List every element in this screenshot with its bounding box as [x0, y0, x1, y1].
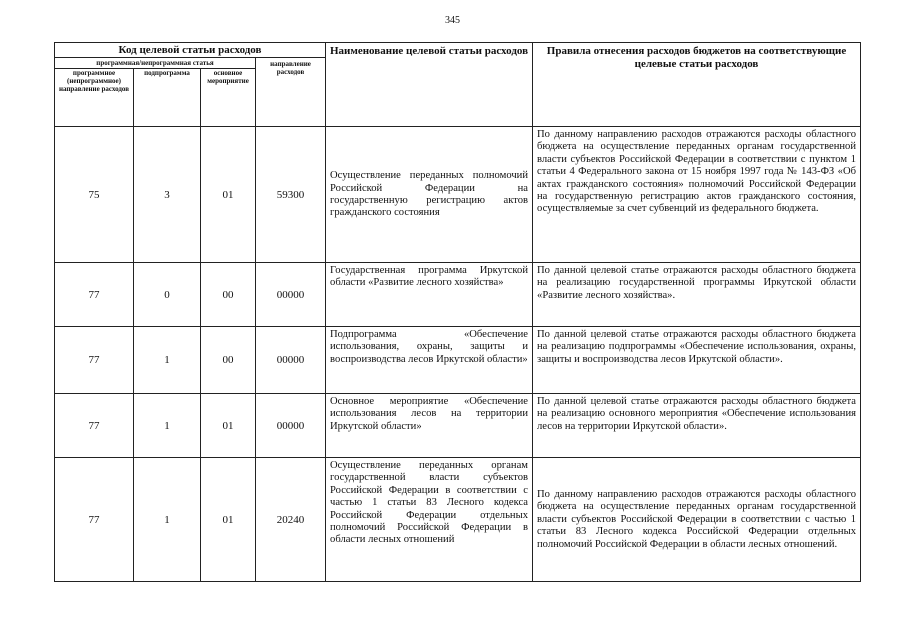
direction-code: 20240	[256, 458, 326, 582]
program-code: 77	[55, 394, 134, 458]
event-code: 00	[201, 327, 256, 394]
item-rule: По данной целевой статье отражаются расходы областного бюджета на реализацию основного мероприятия «Обеспечение использования лесов на территории Иркутской области».	[533, 394, 861, 458]
table-row	[55, 127, 861, 263]
direction-code: 00000	[256, 394, 326, 458]
program-group-header: программная/непрограммная статья	[55, 58, 256, 69]
table-row	[55, 394, 861, 458]
expense-direction-header: направление расходов	[256, 58, 326, 127]
subprogram-code: 1	[134, 394, 201, 458]
table-row	[55, 263, 861, 327]
subprogram-code: 0	[134, 263, 201, 327]
event-code: 01	[201, 127, 256, 263]
program-code: 75	[55, 127, 134, 263]
direction-code: 00000	[256, 263, 326, 327]
item-name: Осуществление переданных полномочий Российской Федерации на государственную регистрацию актов гражданского состояния	[326, 127, 533, 263]
item-rule: По данному направлению расходов отражаются расходы областного бюджета на осуществление переданных органам государственной власти субъектов Российской Федерации в соответствии с частью 1 статьи 83 Лесного кодекса Российской Федерации отдельных полномочий Российской Федерации в области лесных отношений.	[533, 458, 861, 582]
page-number: 345	[445, 15, 460, 26]
item-name: Государственная программа Иркутской области «Развитие лесного хозяйства»	[326, 263, 533, 327]
subprogram-code: 1	[134, 458, 201, 582]
item-rule: По данной целевой статье отражаются расходы областного бюджета на реализацию подпрограммы «Обеспечение использования, охраны, защиты и воспроизводства лесов Иркутской области».	[533, 327, 861, 394]
subprogram-code: 3	[134, 127, 201, 263]
name-header: Наименование целевой статьи расходов	[326, 43, 533, 127]
item-rule: По данной целевой статье отражаются расходы областного бюджета на реализацию государственной программы Иркутской области «Развитие лесного хозяйства».	[533, 263, 861, 327]
item-name: Осуществление переданных органам государственной власти субъектов Российской Федерации в соответствии с частью 1 статьи 83 Лесного кодекса Российской Федерации отдельных полномочий Российской Федерации в области лесных отношений	[326, 458, 533, 582]
event-code: 01	[201, 458, 256, 582]
rules-header: Правила отнесения расходов бюджетов на соответствующие целевые статьи расходов	[533, 43, 861, 127]
event-code: 01	[201, 394, 256, 458]
subprogram-header: подпрограмма	[134, 69, 201, 127]
item-rule: По данному направлению расходов отражаются расходы областного бюджета на осуществление переданных органам государственной власти субъектов Российской Федерации в соответствии с пунктом 1 статьи 4 Федерального закона от 15 ноября 1997 года № 143-ФЗ «Об актах гражданского состояния» полномочий Российской Федерации на государственную регистрацию актов гражданского состояния, осуществляемые за счет субвенций из федерального бюджета.	[533, 127, 861, 263]
program-code: 77	[55, 458, 134, 582]
program-code: 77	[55, 327, 134, 394]
item-name: Основное мероприятие «Обеспечение использования лесов на территории Иркутской области»	[326, 394, 533, 458]
event-code: 00	[201, 263, 256, 327]
table-row	[55, 458, 861, 582]
program-code: 77	[55, 263, 134, 327]
item-name: Подпрограмма «Обеспечение использования, охраны, защиты и воспроизводства лесов Иркутской области»	[326, 327, 533, 394]
code-header: Код целевой статьи расходов	[55, 43, 326, 58]
table-row	[55, 327, 861, 394]
program-direction-header: программное (непрограммное) направление расходов	[55, 69, 134, 127]
main-event-header: основное мероприятие	[201, 69, 256, 127]
direction-code: 59300	[256, 127, 326, 263]
budget-classification-table	[54, 42, 861, 582]
subprogram-code: 1	[134, 327, 201, 394]
direction-code: 00000	[256, 327, 326, 394]
